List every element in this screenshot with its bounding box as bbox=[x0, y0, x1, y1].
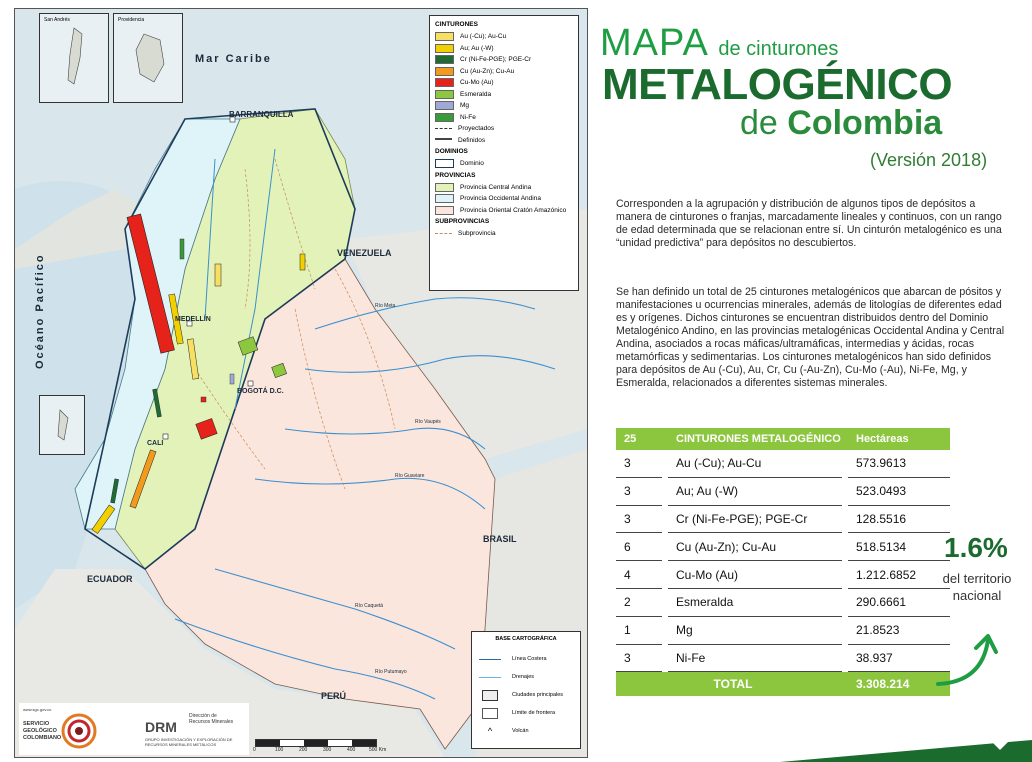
country-label: PERÚ bbox=[321, 691, 347, 701]
drm-name: Dirección de Recursos Minerales bbox=[189, 713, 234, 725]
sea-label: Océano Pacífico bbox=[34, 253, 46, 369]
base-label: Límite de frontera bbox=[512, 710, 556, 716]
sea-label: Mar Caribe bbox=[195, 53, 272, 65]
legend-header: DOMINIOS bbox=[435, 148, 468, 155]
belt-count-cell: 1 bbox=[616, 616, 662, 644]
inset-label: San Andrés bbox=[44, 17, 70, 23]
legend-label: Cr (Ni-Fe-PGE); PGE-Cr bbox=[460, 56, 532, 64]
city-label: BARRANQUILLA bbox=[229, 110, 294, 119]
legend-label: Cu (Au-Zn); Cu-Au bbox=[460, 67, 515, 75]
city-label: BOGOTÁ D.C. bbox=[237, 388, 284, 395]
belt-name-cell: Esmeralda bbox=[668, 588, 842, 616]
belt-name-cell: Ni-Fe bbox=[668, 644, 842, 672]
belt-count-cell: 3 bbox=[616, 644, 662, 672]
river-label: Río Guaviare bbox=[395, 473, 425, 479]
total-value-cell: 3.308.214 bbox=[848, 672, 950, 697]
river-label: Río Putumayo bbox=[375, 669, 407, 675]
city-label: CALI bbox=[147, 440, 164, 447]
base-label: Ciudades principales bbox=[512, 692, 564, 698]
hectares-cell: 523.0493 bbox=[848, 477, 950, 505]
belt-count-cell: 2 bbox=[616, 588, 662, 616]
legend-header: CINTURONES bbox=[435, 21, 478, 28]
version-label: (Versión 2018) bbox=[870, 150, 988, 170]
river-label: Río Meta bbox=[375, 303, 396, 309]
country-label: BRASIL bbox=[483, 534, 517, 544]
base-title: BASE CARTOGRÁFICA bbox=[495, 636, 557, 642]
hectares-cell: 518.5134 bbox=[848, 533, 950, 561]
belt-name-cell: Au; Au (-W) bbox=[668, 477, 842, 505]
sgc-url: www.sgc.gov.co bbox=[23, 707, 52, 712]
base-label: Línea Costera bbox=[512, 656, 547, 662]
scale-label: 100 bbox=[275, 747, 284, 753]
scale-label: 200 bbox=[299, 747, 308, 753]
description-paragraph-1: Corresponden a la agrupación y distribución de algunos tipos de depósitos a manera de cinturones o franjas, marcadamente lineales y continuos, con un rango de edad determinada que se relacionan entre sí. Un cinturón metalogénico es una “unidad predictiva” para depósitos no descubiertos. bbox=[616, 198, 1002, 249]
header-cell: CINTURONES METALOGÉNICO bbox=[668, 428, 842, 450]
scale-label: 400 bbox=[347, 747, 356, 753]
inset-label: Providencia bbox=[118, 17, 145, 23]
scale-label: 300 bbox=[323, 747, 332, 753]
legend-label: Subprovincia bbox=[458, 230, 496, 238]
legend-header: SUBPROVINCIAS bbox=[435, 218, 490, 225]
base-label: Drenajes bbox=[512, 674, 535, 680]
base-label: Volcán bbox=[512, 728, 529, 734]
legend-label: Mg bbox=[460, 102, 470, 110]
legend-label: Au; Au (-W) bbox=[460, 44, 494, 52]
hectares-cell: 573.9613 bbox=[848, 450, 950, 477]
title-country: Colombia bbox=[787, 104, 943, 142]
legend-label: Dominio bbox=[460, 160, 484, 168]
legend-label: Esmeralda bbox=[460, 90, 492, 98]
hectares-cell: 128.5516 bbox=[848, 505, 950, 533]
territory-percent-label: del territorio nacional bbox=[942, 571, 1012, 603]
scale-label: 500 Km bbox=[369, 747, 387, 753]
river-label: Río Vaupés bbox=[415, 419, 441, 425]
hectares-cell: 1.212.6852 bbox=[848, 561, 950, 589]
drm-logo: DRM bbox=[145, 719, 177, 735]
city-label: MEDELLÍN bbox=[175, 316, 211, 323]
title-mapa: MAPA bbox=[600, 22, 707, 64]
legend-label: Definidos bbox=[458, 136, 486, 144]
belt-count-cell: 3 bbox=[616, 450, 662, 477]
volcano-icon: ^ bbox=[487, 726, 493, 736]
legend-label: Provincia Oriental Cratón Amazónico bbox=[460, 206, 567, 214]
legend-header: PROVINCIAS bbox=[435, 171, 476, 179]
hectares-cell: 38.937 bbox=[848, 644, 950, 672]
belt-name-cell: Cr (Ni-Fe-PGE); PGE-Cr bbox=[668, 505, 842, 533]
header-cell: 25 bbox=[616, 428, 662, 450]
legend-label: Au (-Cu); Au-Cu bbox=[460, 33, 507, 41]
country-label: ECUADOR bbox=[87, 574, 133, 584]
description-paragraph-2: Se han definido un total de 25 cinturones metalogénicos que abarcan de pósitos y manifestaciones u ocurrencias minerales, además de litologías de diferentes edad es y orígenes. Dichos cinturones se encuentran distribuidos dentro del Dominio Metalogénico Andino, en las provincias metalogénicas Occidental Andina y Central Andina, asociados a rocas máficas/ultramáficas, intermedias y ácidas, rocas metamórficas y sedimentarias. Los cinturones metalogénicos han sido definidos para depósitos de Au (-Cu), Au, Cr, Cu (-Au-Zn), Cu-Mo (-Au), Ni-Fe, Mg, y Esmeralda, relacionados a diferentes sistemas minerales. bbox=[616, 286, 1005, 389]
belt-count-cell: 6 bbox=[616, 533, 662, 561]
belt-name-cell: Cu (Au-Zn); Cu-Au bbox=[668, 533, 842, 561]
drm-group: GRUPO INVESTIGACIÓN Y EXPLORACIÓN DE RECURSOS MINERALES METÁLICOS bbox=[145, 737, 233, 747]
legend-label: Proyectados bbox=[458, 125, 495, 133]
title-de: de bbox=[740, 104, 778, 142]
legend-label: Ni-Fe bbox=[460, 113, 476, 121]
hectares-cell: 21.8523 bbox=[848, 616, 950, 644]
total-label-cell: TOTAL bbox=[616, 672, 842, 697]
territory-percent: 1.6% bbox=[944, 532, 1008, 563]
scale-label: 0 bbox=[253, 747, 256, 753]
belt-name-cell: Au (-Cu); Au-Cu bbox=[668, 450, 842, 477]
title-metalogenico: METALOGÉNICO bbox=[602, 60, 953, 109]
legend-label: Provincia Occidental Andina bbox=[460, 195, 541, 203]
belt-count-cell: 3 bbox=[616, 477, 662, 505]
header-cell: Hectáreas bbox=[848, 428, 950, 450]
belt-name-cell: Mg bbox=[668, 616, 842, 644]
legend-label: Cu-Mo (Au) bbox=[460, 79, 494, 87]
belt-count-cell: 4 bbox=[616, 561, 662, 589]
sgc-name: SERVICIO GEOLÓGICO COLOMBIANO bbox=[23, 721, 62, 741]
country-label: VENEZUELA bbox=[337, 248, 392, 258]
belt-count-cell: 3 bbox=[616, 505, 662, 533]
belt-name-cell: Cu-Mo (Au) bbox=[668, 561, 842, 589]
river-label: Río Caquetá bbox=[355, 603, 384, 609]
hectares-cell: 290.6661 bbox=[848, 588, 950, 616]
legend-label: Provincia Central Andina bbox=[460, 183, 532, 191]
title-subtitle: de cinturones bbox=[718, 38, 839, 60]
